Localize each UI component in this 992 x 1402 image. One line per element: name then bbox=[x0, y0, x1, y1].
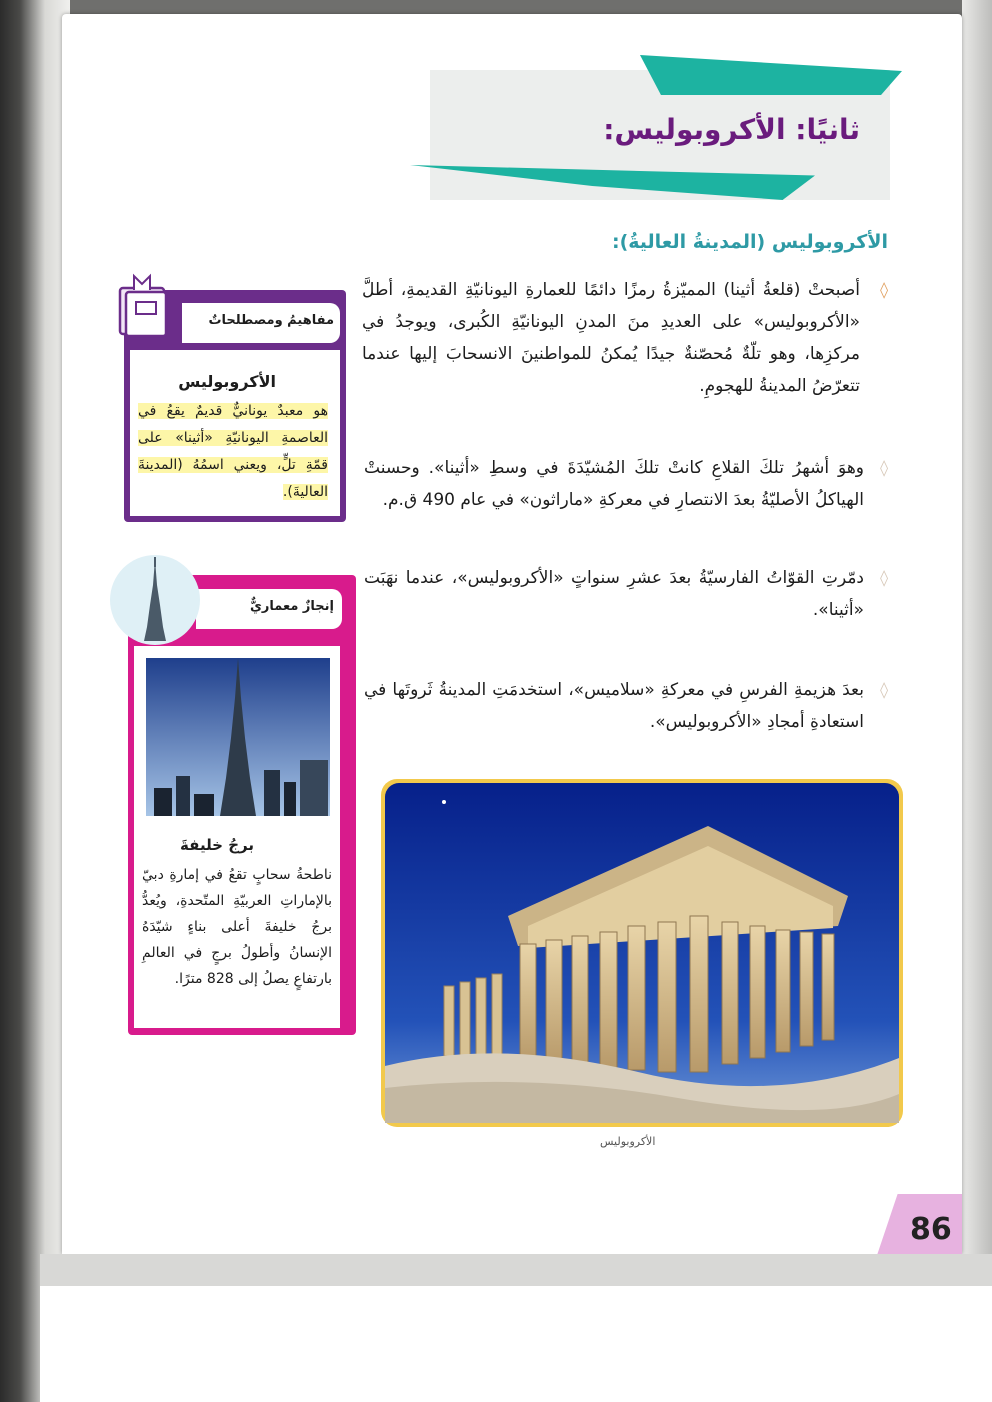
section-title: ثانيًا: الأكروبوليس: bbox=[603, 113, 860, 146]
burj-khalifa-photo bbox=[146, 658, 330, 816]
paragraph-1: أصبحتْ (قلعةُ أثينا) المميّزةُ رمزًا دائمًا للعمارةِ اليونانيّةِ القديمةِ، أطلَّ «الأكروبوليس» على العديدِ منَ المدنِ اليونانيّةِ الكُبرى، ويوجدُ في مركزِها، وهو تلّةٌ مُحصّنةٌ جيدًا يُمكنُ للمواطنينَ الانسحابَ إليها عندما تتعرّضُ المدينةُ للهجومِ. bbox=[362, 280, 860, 396]
bullet-icon: ◊ bbox=[880, 568, 888, 587]
concepts-box-tab bbox=[182, 303, 340, 343]
book-binding bbox=[0, 0, 70, 1402]
bullet-icon: ◊ bbox=[880, 680, 888, 699]
concepts-box-term: الأكروبوليس bbox=[178, 372, 276, 391]
photo-caption: الأكروبوليس bbox=[600, 1135, 656, 1148]
book-icon bbox=[110, 270, 180, 342]
achievement-box-label: إنجازٌ معماريٌّ bbox=[250, 599, 334, 614]
paragraph-4: بعدَ هزيمةِ الفرسِ في معركةِ «سلاميس»، استخدمَتِ المدينةُ ثَروتَها في استعادةِ أمجادِ «الأكروبوليس». bbox=[364, 680, 864, 732]
achievement-box-text: ناطحةُ سحابٍ تقعُ في إمارةِ دبيّ بالإماراتِ العربيّةِ المتّحدةِ، ويُعدُّ برجُ خليفةَ أعلى بناءٍ شيّدَهُ الإنسانُ وأطولُ برجٍ في العالمِ بارتفاعٍ يصلُ إلى 828 مترًا. bbox=[142, 867, 332, 987]
page-number: 86 bbox=[910, 1212, 952, 1247]
achievement-box-tab bbox=[196, 589, 342, 629]
page-shadow-strip bbox=[40, 1254, 992, 1286]
page-edge bbox=[962, 0, 992, 1402]
burj-khalifa-icon bbox=[110, 555, 200, 645]
concepts-box-label: مفاهيمُ ومصطلحاتٌ bbox=[208, 313, 334, 328]
acropolis-photo bbox=[378, 776, 906, 1130]
section-subheading: الأكروبوليس (المدينةُ العاليةُ): bbox=[611, 231, 888, 253]
achievement-box-title: برجُ خليفةَ bbox=[180, 836, 254, 854]
paragraph-3: دمّرتِ القوّاتُ الفارسيّةُ بعدَ عشرِ سنواتٍ «الأكروبوليس»، عندما نهَبَت «أثينا». bbox=[364, 568, 864, 620]
concepts-box-definition bbox=[138, 398, 328, 506]
bullet-icon: ◊ bbox=[880, 280, 888, 299]
definition-highlight: هو معبدٌ يونانيٌّ قديمٌ يقعُ في العاصمةِ اليونانيّةِ «أثينا» على قمّةِ تلٍّ، ويعني اسمُهُ (المدينةَ العاليةَ). bbox=[138, 403, 328, 500]
bullet-icon: ◊ bbox=[880, 458, 888, 477]
paragraph-2: وهوَ أشهرُ تلكَ القلاعِ كانتْ تلكَ المُشيّدَةَ في وسطِ «أثينا». وحسنتْ الهياكلُ الأصليّةُ بعدَ الانتصارِ في معركةِ «ماراثون» في عام 490 ق.م. bbox=[364, 458, 864, 510]
